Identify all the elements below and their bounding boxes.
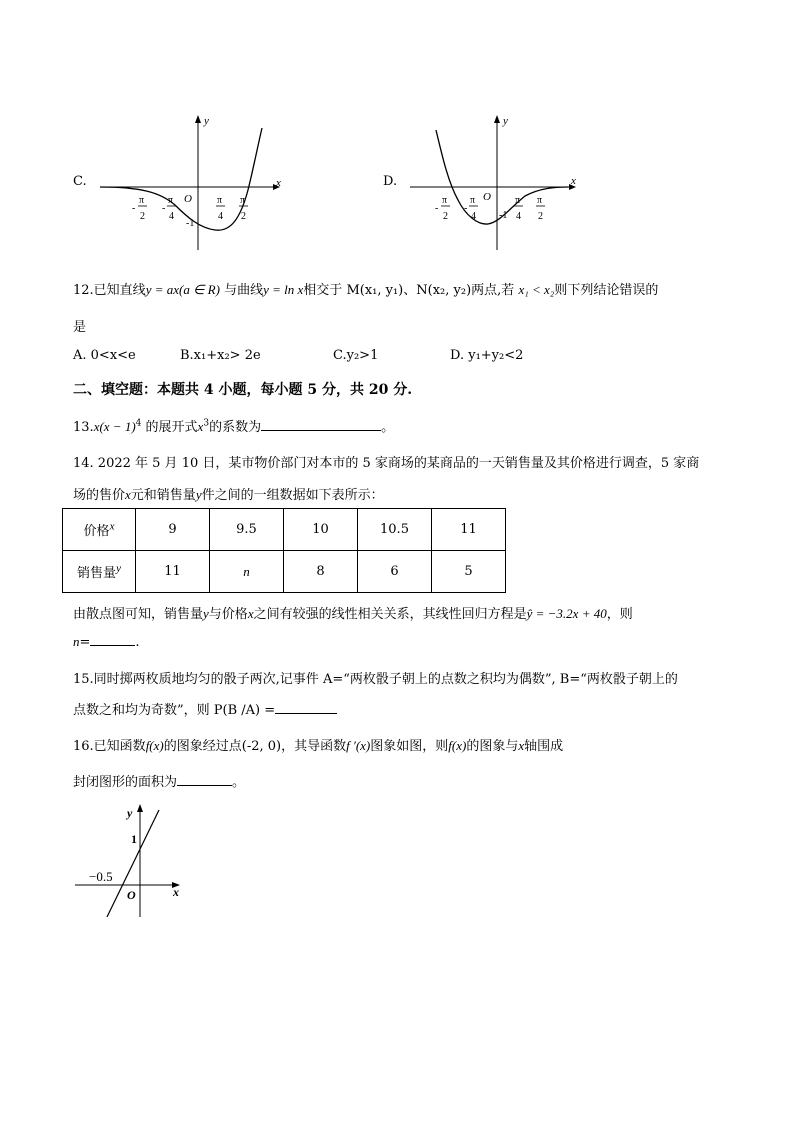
svg-text:2: 2 bbox=[538, 211, 543, 222]
svg-text:-: - bbox=[464, 203, 468, 214]
q12-line2: 是 bbox=[73, 320, 87, 335]
q14-line2: 场的售价x元和销售量y件之间的一组数据如下表所示： bbox=[73, 487, 384, 503]
table-cell: 5 bbox=[432, 551, 506, 593]
svg-text:2: 2 bbox=[241, 211, 246, 222]
q15-answer-blank bbox=[275, 713, 337, 714]
section-heading: 二、填空题：本题共 4 小题，每小题 5 分，共 20 分. bbox=[73, 382, 413, 398]
q15-line1: 15.同时掷两枚质地均匀的骰子两次,记事件 A=“两枚骰子朝上的点数之积均为偶数”, B=“两枚骰子朝上的 bbox=[73, 672, 678, 687]
tick-neg-half: −0.5 bbox=[89, 869, 113, 884]
q12-option-a: A. 0<x<e bbox=[73, 348, 136, 363]
table-header-cell: 价格$^x$ bbox=[63, 509, 136, 551]
svg-text:-1: -1 bbox=[499, 210, 508, 221]
table-cell: 8 bbox=[284, 551, 358, 593]
table-cell: 6 bbox=[358, 551, 432, 593]
svg-text:π: π bbox=[515, 195, 521, 206]
table-cell: 9 bbox=[136, 509, 210, 551]
derivative-graph bbox=[70, 795, 200, 925]
origin-label: O bbox=[127, 888, 136, 902]
svg-text:π: π bbox=[240, 195, 246, 206]
table-row bbox=[63, 509, 506, 551]
curve-c bbox=[100, 128, 262, 230]
table-cell: 10.5 bbox=[358, 509, 432, 551]
q16-line1: 16.已知函数f(x)的图象经过点(-2, 0)，其导函数f ′(x)图象如图，则f(x)的图象与x轴围成 bbox=[73, 738, 564, 754]
q15-line2: 点数之和均为奇数”，则 P(B /A) = bbox=[73, 699, 337, 718]
svg-text:-: - bbox=[435, 203, 439, 214]
y-label: y bbox=[503, 115, 508, 127]
svg-text:π: π bbox=[168, 195, 174, 206]
q14-after-line2: n= . bbox=[73, 634, 140, 650]
table-row bbox=[63, 551, 506, 593]
q16-line2: 封闭图形的面积为 。 bbox=[73, 775, 246, 790]
table-cell: 10 bbox=[284, 509, 358, 551]
graph-c bbox=[90, 110, 290, 260]
x-label: x bbox=[173, 885, 179, 899]
q12-option-b: B.x₁+x₂> 2e bbox=[180, 348, 261, 363]
q12-option-d: D. y₁+y₂<2 bbox=[450, 348, 524, 363]
q14-line1: 14. 2022 年 5 月 10 日，某市物价部门对本市的 5 家商场的某商品的一天销售量及其价格进行调查，5 家商 bbox=[73, 456, 700, 471]
table-cell: 11 bbox=[432, 509, 506, 551]
svg-text:π: π bbox=[139, 195, 145, 206]
svg-text:2: 2 bbox=[443, 211, 448, 222]
table-cell: 9.5 bbox=[210, 509, 284, 551]
svg-text:-: - bbox=[132, 203, 136, 214]
table-cell: n bbox=[210, 551, 284, 593]
tick-1: 1 bbox=[131, 832, 137, 846]
svg-text:π: π bbox=[537, 195, 543, 206]
svg-text:π: π bbox=[217, 195, 223, 206]
q14-answer-blank bbox=[90, 645, 135, 646]
svg-text:-: - bbox=[162, 203, 166, 214]
q13: $13.x(x - 1)^4$ 的展开式$x^3$的系数为 。 bbox=[73, 418, 395, 435]
x-label: x bbox=[276, 177, 281, 189]
table-cell: 11 bbox=[136, 551, 210, 593]
q16-answer-blank bbox=[177, 785, 232, 786]
price-sales-table bbox=[62, 508, 506, 593]
y-label: y bbox=[127, 806, 133, 820]
svg-text:4: 4 bbox=[471, 211, 476, 222]
svg-text:4: 4 bbox=[169, 211, 174, 222]
x-label: x bbox=[571, 175, 576, 187]
svg-text:π: π bbox=[470, 195, 476, 206]
svg-text:4: 4 bbox=[516, 211, 521, 222]
q12-option-c: C.y₂>1 bbox=[333, 348, 379, 363]
table-header-cell: 销售量$^y$ bbox=[63, 551, 136, 593]
svg-text:4: 4 bbox=[218, 211, 223, 222]
svg-text:2: 2 bbox=[140, 211, 145, 222]
origin-label: O bbox=[483, 191, 491, 203]
origin-label: O bbox=[184, 193, 192, 205]
option-c-label: C. bbox=[73, 174, 87, 189]
q13-answer-blank bbox=[261, 430, 381, 431]
option-d-label: D. bbox=[383, 174, 398, 189]
svg-text:π: π bbox=[442, 195, 448, 206]
graph-d bbox=[400, 110, 590, 260]
q14-after-line1: 由散点图可知，销售量y与价格x之间有较强的线性相关关系，其线性回归方程是ŷ = −3.2x + 40，则 bbox=[73, 606, 633, 622]
y-label: y bbox=[204, 115, 209, 127]
q12-line1: 12.已知直线y = ax(a ∈ R) 与曲线y = ln x相交于 M(x₁, y₁)、N(x₂, y₂)两点,若 x₁ < x₂则下列结论错误的 bbox=[73, 282, 659, 298]
svg-text:-1: -1 bbox=[186, 218, 195, 229]
